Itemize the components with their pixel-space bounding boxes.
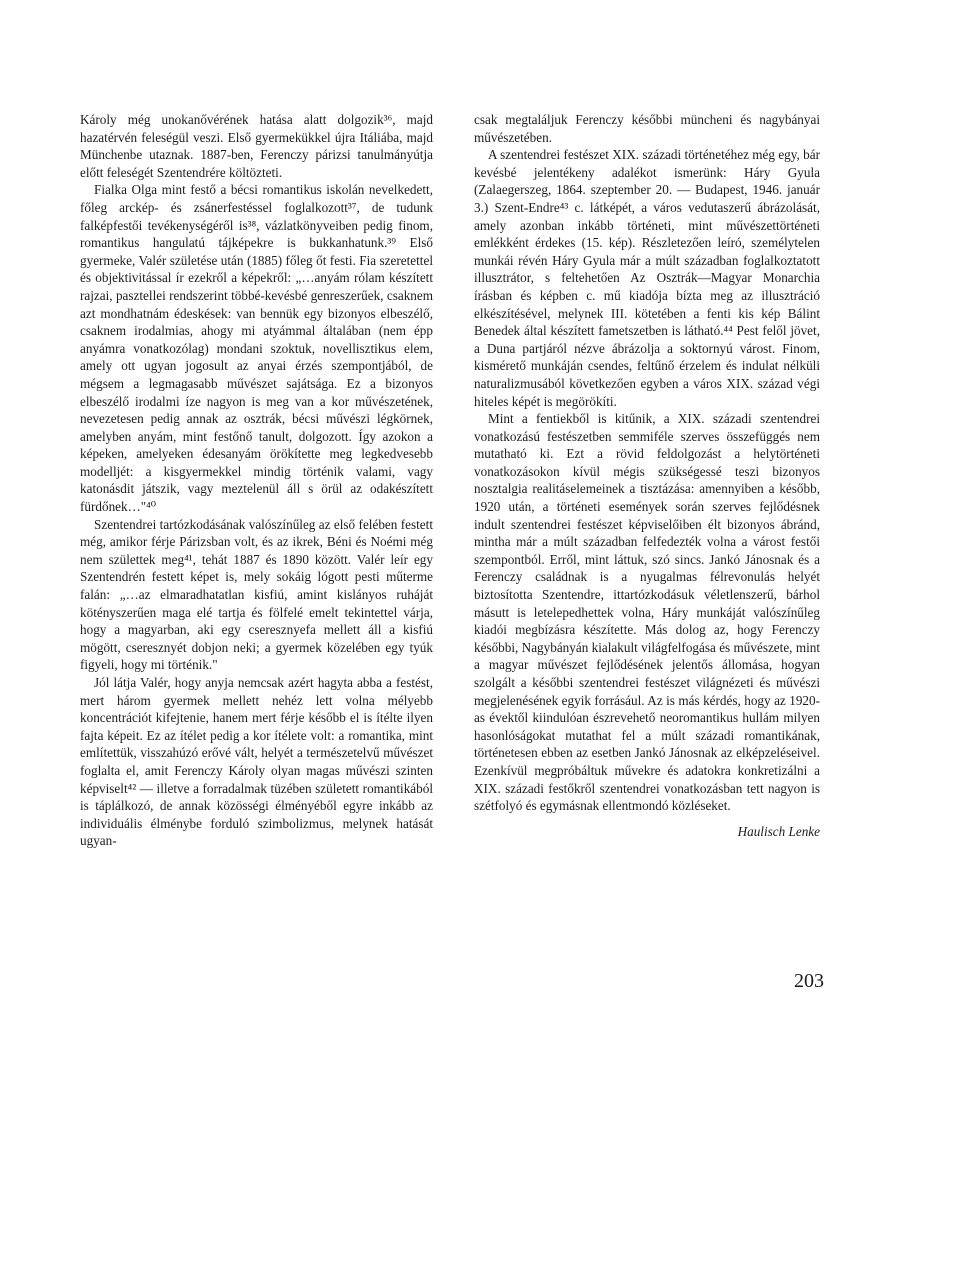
author-signature: Haulisch Lenke xyxy=(737,823,820,839)
paragraph: csak megtaláljuk Ferenczy későbbi müncheni és nagybányai művészetében. xyxy=(474,112,820,145)
paragraph: Károly még unokanővérének hatása alatt dolgozik³⁶, majd hazatérvén feleségül veszi. Első gyermekükkel újra Itáliába, majd Münchenbe utaznak. 1887-ben, Ferenczy párizsi tanulmányútja előtt feleségét Szentendrére költözteti. xyxy=(80,112,433,180)
page-number: 203 xyxy=(794,970,824,992)
paragraph: Fialka Olga mint festő a bécsi romantikus iskolán nevelkedett, főleg arckép- és zsánerfestéssel foglalkozott³⁷, de tudunk falképfestői tevékenységéről is³⁸, vázlatkönyveiben pedig finom, romantikus hangulatú tájképekre is bukkanhatunk.³⁹ Első gyermeke, Valér születése után (1885) főleg őt festi. Fia szeretettel és objektivitással ír ezekről a képekről: „…anyám rólam készített rajzai, pasztellei rendszerint többé-kevésbé genreszerűek, csaknem azt mondhatnám édeskések: van bennük egy bizonyos elbeszélő, csaknem irodalmias, ahogy mi atyámmal általában (nem épp anyámra vonatkozólag) mondani szoktuk, novellisztikus elem, amely ott ugyan jogosult az anyai érzés szempontjából, de mégsem a legmagasabb művészet sajátsága. Ez a bizonyos elbeszélő irodalmi íze nagyon is meg van a kor művészetének, nevezetesen pedig annak az osztrák, bécsi művészi légkörnek, amelyben anyám, mint festőnő tanult, dolgozott. Így azokon a képeken, amelyeken édesanyám örökítette meg legkedvesebb modelljét: a kisgyermekkel mindig történik valami, vagy katonásdit játszik, vagy meztelenül áll s örül az odakészített fürdőnek…"⁴⁰ xyxy=(80,182,433,515)
paragraph: Szentendrei tartózkodásának valószínűleg az első felében festett még, amikor férje Párizsban volt, és az ikrek, Béni és Noémi még nem születtek meg⁴¹, tehát 1887 és 1890 között. Valér leír egy Szentendrén festett képet is, mely sokáig lógott pesti műterme falán: „…az elmaradhatatlan kisfiú, amint kislányos ruháját kötényszerűen maga elé tartja és fölfelé emelt tekintettel várja, hogy a magyarban, aki egy cseresznyefa mellett áll a kisfiú mögött, cseresznyét dobjon neki; a gyermek közelében egy tyúk figyeli, hogy mi történik." xyxy=(80,516,433,673)
left-column xyxy=(80,111,433,850)
right-column xyxy=(474,111,820,840)
paragraph: A szentendrei festészet XIX. századi történetéhez még egy, bár kevésbé jelentékeny adalékot ismerünk: Háry Gyula (Zalaegerszeg, 1864. szeptember 20. — Budapest, 1946. január 3.) Szent-Endre⁴³ c. látképét, a város vedutaszerű ábrázolását, amely azonban inkább történeti, mint művészettörténeti emlékként érdekes (15. kép). Részletezően leíró, személytelen munkái révén Háry Gyula már a múlt században foglalkoztatott illusztrátor, s feltehetően Az Osztrák—Magyar Monarchia írásban és képben c. mű kiadója bízta meg az illusztráció elkészítésével, melynek III. kötetében a fenti kis kép Bálint Benedek által készített fametszetben is látható.⁴⁴ Pest felől jövet, a Duna partjáról nézve ábrázolja a soktornyú várost. Finom, kismérető munkáján csendes, feltűnő érzelem és indulat nélküli naturalizmusából következően egyben a város XIX. század végi hiteles képét is megörökíti. xyxy=(474,147,820,409)
paragraph: Jól látja Valér, hogy anyja nemcsak azért hagyta abba a festést, mert három gyermek mellett nehéz lett volna mélyebb koncentrációt kifejtenie, hanem mert férje később el is ítélte ilyen fajta képeit. Ez az ítélet pedig a kor ítélete volt: a romantika, mint említettük, visszahúzó erővé vált, helyét a természetelvű művészet foglalta el, amit Ferenczy Károly olyan magas művészi szinten képviselt⁴² — illetve a forradalmak tüzében született romantikából is táplálkozó, de annak közösségi élményéből egyre inkább az individuális élménybe forduló szimbolizmus, melynek hatását ugyan- xyxy=(80,675,433,849)
paragraph: Mint a fentiekből is kitűnik, a XIX. századi szentendrei vonatkozású festészetben semmiféle szerves összefüggés nem mutatható ki. Ezt a rövid feldolgozást a helytörténeti vonatkozásokon kívül mégis szükségessé teszi bizonyos nosztalgia realitáselemeinek a tisztázása: amennyiben a később, 1920 után, a történeti események során szerves fejlődésnek indult szentendrei festészet képviselőiben élt bizonyos ábránd, mintha már a múlt században felfedezték volna a várost festői szempontból. Erről, mint láttuk, szó sincs. Jankó Jánosnak és a Ferenczy családnak is a nyugalmas félrevonulás helyét biztosította Szentendre, ittartózkodásuk véletlenszerű, bárhol másutt is letelepedhettek volna, Háry munkáját valószínűleg kiadói megbízásra készítette. Más dolog az, hogy Ferenczy későbbi, Nagybányán kialakult világfelfogása és művészete, mint a magyar művészet fejlődésének jelentős állomása, hogyan szolgált a későbbi szentendrei festészet világnézeti és művészi megjelenésének egyik forrásául. Az is más kérdés, hogy az 1920-as évektől kiindulóan észrevehető neoromantikus hullám milyen hasonlóságokat mutathat fel a múlt századi romantikának, történetesen ebben az esetben Jankó Jánosnak az elképzeléseivel. Ezenkívül megpróbáltuk művekre és adatokra konkretizálni a XIX. századi festőkről szentendrei vonatkozásban tett nagyon is szétfolyó és egymásnak ellentmondó közléseket. xyxy=(474,411,820,814)
